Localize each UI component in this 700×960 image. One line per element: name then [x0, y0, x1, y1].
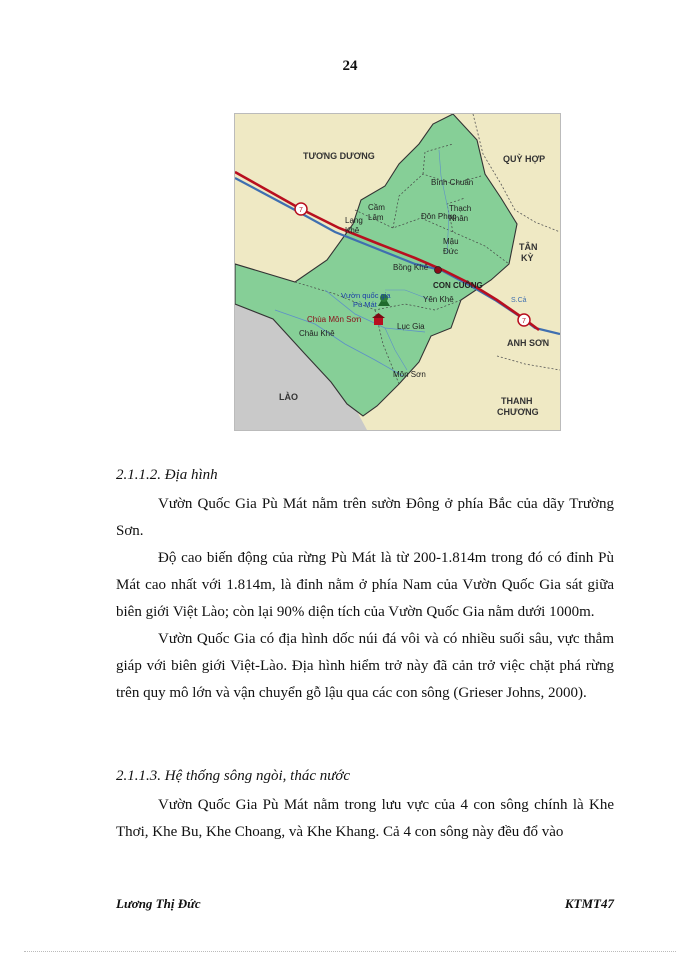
- label-luc-gia: Lục Gia: [397, 322, 425, 331]
- section-body-dia-hinh: [116, 491, 614, 707]
- section-heading-song-ngoi: 2.1.1.3. Hệ thống sông ngòi, thác nước: [116, 768, 351, 784]
- label-pu-mat: Pù Mát: [353, 300, 377, 309]
- label-cam: Cầm: [368, 203, 385, 212]
- page-bottom-divider: [24, 951, 676, 952]
- paragraph: Độ cao biến động của rừng Pù Mát là từ 200-1.814m trong đó có đỉnh Pù Mát cao nhất với 1.814m, là đỉnh nằm ở phía Nam của Vườn Quốc Gia sát giữa biên giới Việt Lào; còn lại 90% diện tích của Vườn Quốc Gia nằm dưới 1000m.: [116, 550, 614, 620]
- label-lang-khe: Khê: [345, 226, 360, 235]
- section-body-song-ngoi: [116, 792, 614, 846]
- label-yen-khe: Yên Khê: [423, 295, 454, 304]
- road-number: 7: [522, 318, 526, 325]
- page-number: 24: [342, 58, 358, 74]
- paragraph: Vườn Quốc Gia có địa hình dốc núi đá vôi và có nhiều suối sâu, vực thẳm giáp với biên giới Việt-Lào. Địa hình hiểm trở này đã cản trở việc chặt phá rừng trên quy mô lớn và vận chuyển gỗ lậu qua các con sông (Grieser Johns, 2000).: [116, 631, 614, 701]
- label-mon-son: Môn Sơn: [393, 370, 426, 379]
- label-ky: KỲ: [521, 253, 534, 263]
- label-tan: TÂN: [519, 242, 538, 252]
- map-svg: [235, 114, 560, 430]
- label-don-phuc: Đôn Phục: [421, 212, 457, 221]
- label-chuong: CHƯƠNG: [497, 407, 539, 417]
- label-lang: Lạng: [345, 216, 363, 225]
- pu-mat-map: [234, 113, 561, 431]
- road-number: 7: [299, 207, 303, 214]
- pagoda-icon: [374, 318, 383, 325]
- label-thach: Thạch: [449, 204, 472, 213]
- label-anh-son: ANH SƠN: [507, 338, 550, 348]
- label-vuon-quoc-gia: Vườn quốc gia: [341, 291, 391, 300]
- label-quy-hop: QUỲ HỢP: [503, 154, 546, 164]
- label-binh-chuan: Bình Chuẩn: [431, 178, 474, 187]
- label-tuong-duong: TƯƠNG DƯƠNG: [303, 151, 375, 161]
- label-lao: LÀO: [279, 392, 298, 402]
- paragraph: Vườn Quốc Gia Pù Mát nằm trên sườn Đông ở phía Bắc của dãy Trường Sơn.: [116, 496, 614, 539]
- con-cuong-town-icon: [435, 267, 442, 274]
- label-nhan: Nhân: [449, 214, 469, 223]
- label-bong-khe: Bồng Khê: [393, 263, 429, 272]
- footer-author: Lương Thị Đức: [116, 896, 201, 911]
- label-con-cuong: CON CUÔNG: [433, 281, 483, 290]
- label-thanh: THANH: [501, 396, 533, 406]
- label-duc: Đức: [443, 247, 459, 256]
- label-mau: Mậu: [443, 237, 459, 246]
- label-song-ca: S.Cả: [511, 297, 527, 304]
- label-chau-khe: Châu Khê: [299, 329, 335, 338]
- paragraph: Vườn Quốc Gia Pù Mát nằm trong lưu vực của 4 con sông chính là Khe Thơi, Khe Bu, Khe Choang, và Khe Khang. Cả 4 con sông này đều đổ vào: [116, 797, 614, 840]
- label-lam: Lâm: [368, 213, 384, 222]
- section-heading-dia-hinh: 2.1.1.2. Địa hình: [116, 467, 218, 483]
- label-chua-mon-son: Chùa Môn Sơn: [307, 315, 362, 324]
- footer-class: KTMT47: [564, 896, 614, 911]
